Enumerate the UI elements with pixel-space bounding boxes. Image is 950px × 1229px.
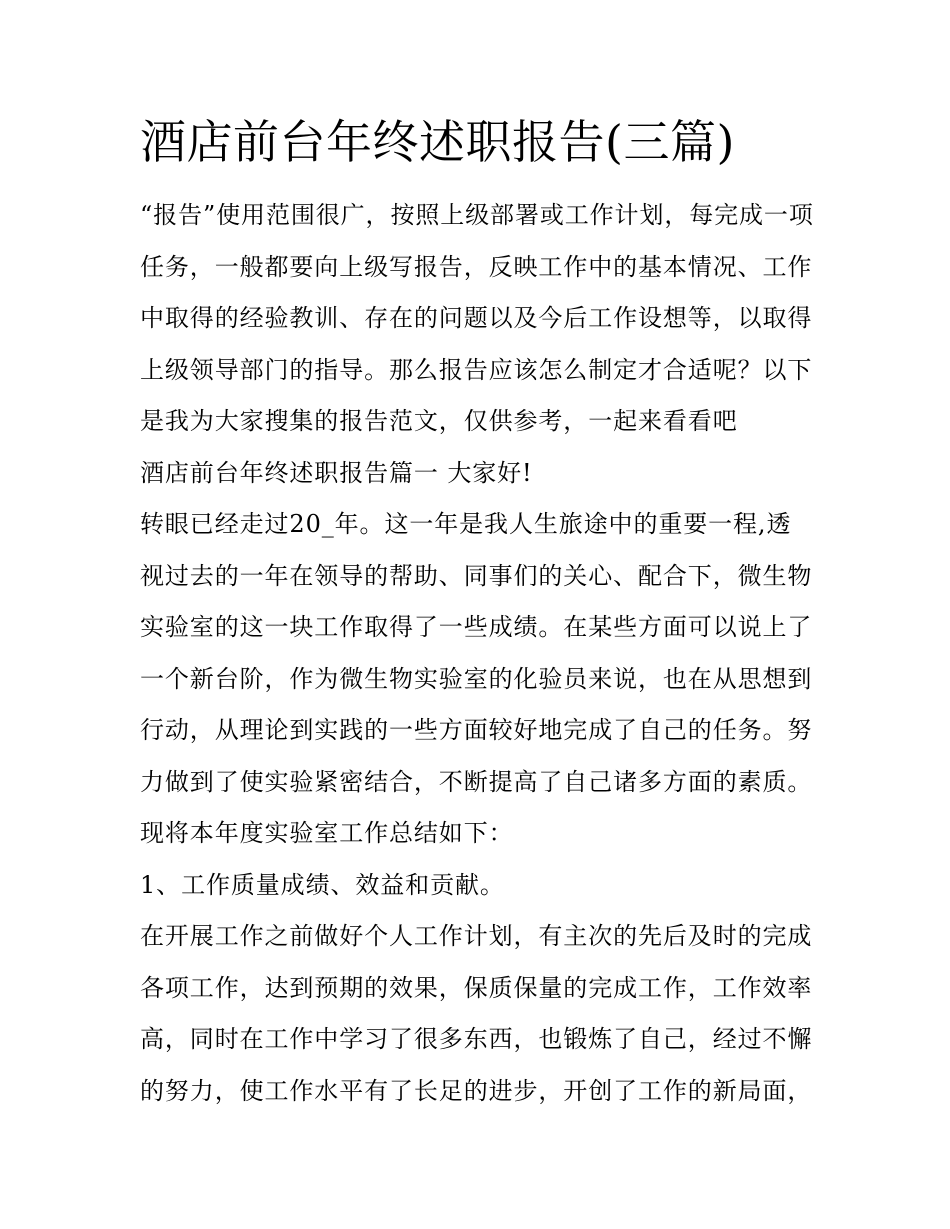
section-heading-line: 酒店前台年终述职报告篇一 大家好! (140, 458, 533, 487)
body-line: 高，同时在工作中学习了很多东西，也锻炼了自己，经过不懈 (140, 1025, 813, 1053)
body-line: 力做到了使实验紧密结合，不断提高了自己诸多方面的素质。 (140, 767, 813, 796)
body-line: 现将本年度实验室工作总结如下： (140, 819, 514, 847)
body-line: 转眼已经走过20_年。这一年是我人生旅途中的重要一程,透 (140, 510, 792, 538)
body-line: 各项工作，达到预期的效果，保质保量的完成工作，工作效率 (140, 973, 813, 1002)
body-line: 视过去的一年在领导的帮助、同事们的关心、配合下，微生物 (140, 561, 813, 590)
document-title: 酒店前台年终述职报告(三篇) (140, 115, 735, 169)
body-line: 任务，一般都要向上级写报告，反映工作中的基本情况、工作 (140, 252, 813, 281)
body-line: 中取得的经验教训、存在的问题以及今后工作设想等，以取得 (140, 304, 813, 332)
body-line: 行动，从理论到实践的一些方面较好地完成了自己的任务。努 (140, 716, 813, 744)
body-line: 上级领导部门的指导。那么报告应该怎么制定才合适呢？以下 (140, 355, 813, 384)
body-line: 是我为大家搜集的报告范文，仅供参考，一起来看看吧 (140, 407, 738, 435)
body-line: 的努力，使工作水平有了长足的进步，开创了工作的新局面， (140, 1076, 813, 1105)
numbered-item-line: 1、工作质量成绩、效益和贡献。 (140, 870, 505, 899)
body-line: 一个新台阶，作为微生物实验室的化验员来说，也在从思想到 (140, 664, 813, 693)
body-line: 实验室的这一块工作取得了一些成绩。在某些方面可以说上了 (140, 613, 813, 641)
body-line: 在开展工作之前做好个人工作计划，有主次的先后及时的完成 (140, 922, 813, 950)
document-body (140, 190, 820, 1117)
body-line: “报告”使用范围很广，按照上级部署或工作计划，每完成一项 (140, 201, 814, 229)
